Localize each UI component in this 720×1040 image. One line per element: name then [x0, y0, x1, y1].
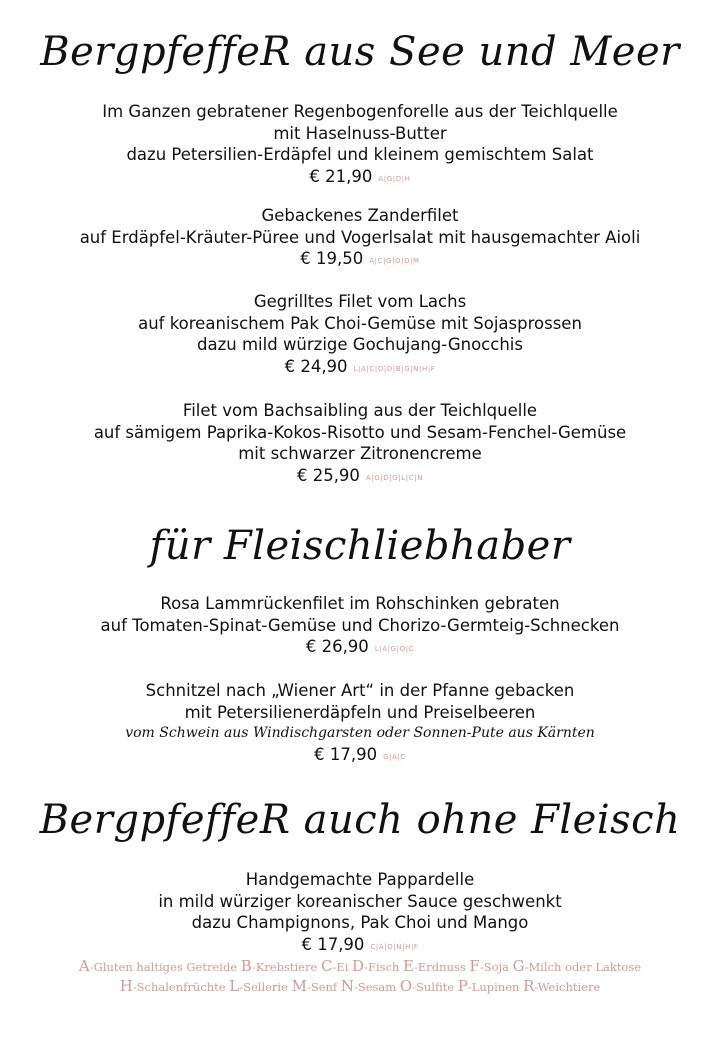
dish-name: Schnitzel nach „Wiener Art“ in der Pfanne gebacken [145, 681, 575, 700]
section-title-meat: für Fleischliebhaber [149, 523, 571, 569]
dish-name: Gebackenes Zanderfilet [261, 206, 459, 225]
menu-item-lammrueckenfilet [0, 593, 720, 660]
dish-name: Im Ganzen gebratener Regenbogenforelle aus der Teichlquelle [102, 102, 618, 121]
allergen-key: F [469, 957, 480, 975]
allergen-label: -Schalenfrüchte [132, 980, 230, 994]
menu-item-lachs [0, 291, 720, 380]
dish-description: mit schwarzer Zitronencreme [238, 444, 482, 463]
dish-price: € 21,90 [309, 166, 373, 186]
allergen-key: H [119, 977, 133, 995]
dish-price: € 19,50 [300, 249, 364, 268]
allergen-key: N [340, 977, 354, 995]
allergen-key: B [240, 957, 252, 975]
allergen-legend-row-2 [0, 977, 720, 997]
dish-name: Filet vom Bachsaibling aus der Teichlquelle [182, 401, 538, 420]
allergen-codes: L|A|C|O|D|B|G|N|H|F [353, 364, 436, 373]
allergen-label: -Sellerie [239, 980, 292, 994]
dish-name: Rosa Lammrückenfilet im Rohschinken gebraten [160, 594, 560, 613]
dish-price: € 25,90 [296, 465, 360, 485]
allergen-key: M [291, 977, 307, 995]
menu-item-bachsaibling [0, 400, 720, 489]
allergen-label: -Weichtiere [534, 980, 601, 994]
allergen-key: P [457, 977, 468, 995]
allergen-key: R [523, 977, 535, 995]
menu-item-regenbogenforelle [0, 101, 720, 190]
allergen-codes: G|A|C [383, 753, 406, 761]
allergen-legend [0, 957, 720, 997]
allergen-codes: C|A|O|N|H|F [370, 942, 419, 951]
dish-description: dazu Petersilien-Erdäpfel und kleinem gemischtem Salat [126, 145, 594, 164]
allergen-label: -Soja [479, 960, 513, 974]
allergen-codes: A|O|D|G|L|C|N [365, 473, 424, 482]
allergen-key: O [399, 977, 413, 995]
dish-description: dazu mild würzige Gochujang-Gnocchis [197, 335, 523, 354]
dish-description: mit Haselnuss-Butter [273, 123, 447, 143]
allergen-label: -Ei [332, 960, 353, 974]
dish-description: in mild würziger koreanischer Sauce geschwenkt [158, 891, 562, 911]
allergen-label: -Gluten haltiges Getreide [89, 960, 241, 974]
allergen-key: L [229, 977, 240, 995]
allergen-key: D [352, 957, 365, 975]
dish-description: auf Erdäpfel-Kräuter-Püree und Vogerlsalat mit hausgemachter Aioli [79, 227, 641, 247]
dish-description: dazu Champignons, Pak Choi und Mango [191, 913, 529, 932]
section-title-fish: BergpfeffeR aus See und Meer [40, 29, 680, 75]
menu-item-schnitzel [0, 680, 720, 768]
dish-note: vom Schwein aus Windischgarsten oder Sonnen-Pute aus Kärnten [125, 725, 595, 741]
dish-description: mit Petersilienerdäpfeln und Preiselbeeren [184, 702, 536, 722]
allergen-legend-row-1 [0, 957, 720, 977]
dish-name: Handgemachte Pappardelle [245, 870, 475, 889]
allergen-label: -Senf [306, 980, 341, 994]
allergen-codes: A|G|D|H [378, 174, 411, 183]
menu-item-pappardelle [0, 869, 720, 958]
allergen-label: -Milch oder Laktose [524, 960, 642, 974]
allergen-key: G [512, 957, 525, 975]
allergen-codes: A|C|G|O|D|M [369, 257, 420, 265]
dish-description: auf sämigem Paprika-Kokos-Risotto und Sesam-Fenchel-Gemüse [93, 422, 627, 442]
allergen-label: -Sesam [353, 980, 400, 994]
section-title-vegetarian: BergpfeffeR auch ohne Fleisch [39, 797, 681, 843]
allergen-label: -Lupinen [467, 980, 524, 994]
allergen-label: -Erdnuss [413, 960, 470, 974]
dish-price: € 24,90 [284, 356, 348, 376]
allergen-label: -Fisch [364, 960, 404, 974]
dish-description: auf koreanischem Pak Choi-Gemüse mit Sojasprossen [138, 313, 582, 333]
allergen-label: -Krebstiere [251, 960, 321, 974]
allergen-key: E [403, 957, 414, 975]
allergen-label: -Sulfite [412, 980, 458, 994]
allergen-key: A [78, 957, 90, 975]
dish-price: € 17,90 [301, 934, 365, 954]
menu-item-zanderfilet [0, 205, 720, 272]
allergen-key: C [320, 957, 333, 975]
dish-description: auf Tomaten-Spinat-Gemüse und Chorizo-Germteig-Schnecken [100, 615, 620, 635]
dish-price: € 17,90 [314, 745, 378, 764]
allergen-codes: L|A|G|O|C [374, 645, 415, 653]
dish-name: Gegrilltes Filet vom Lachs [253, 292, 467, 311]
dish-price: € 26,90 [305, 637, 369, 656]
